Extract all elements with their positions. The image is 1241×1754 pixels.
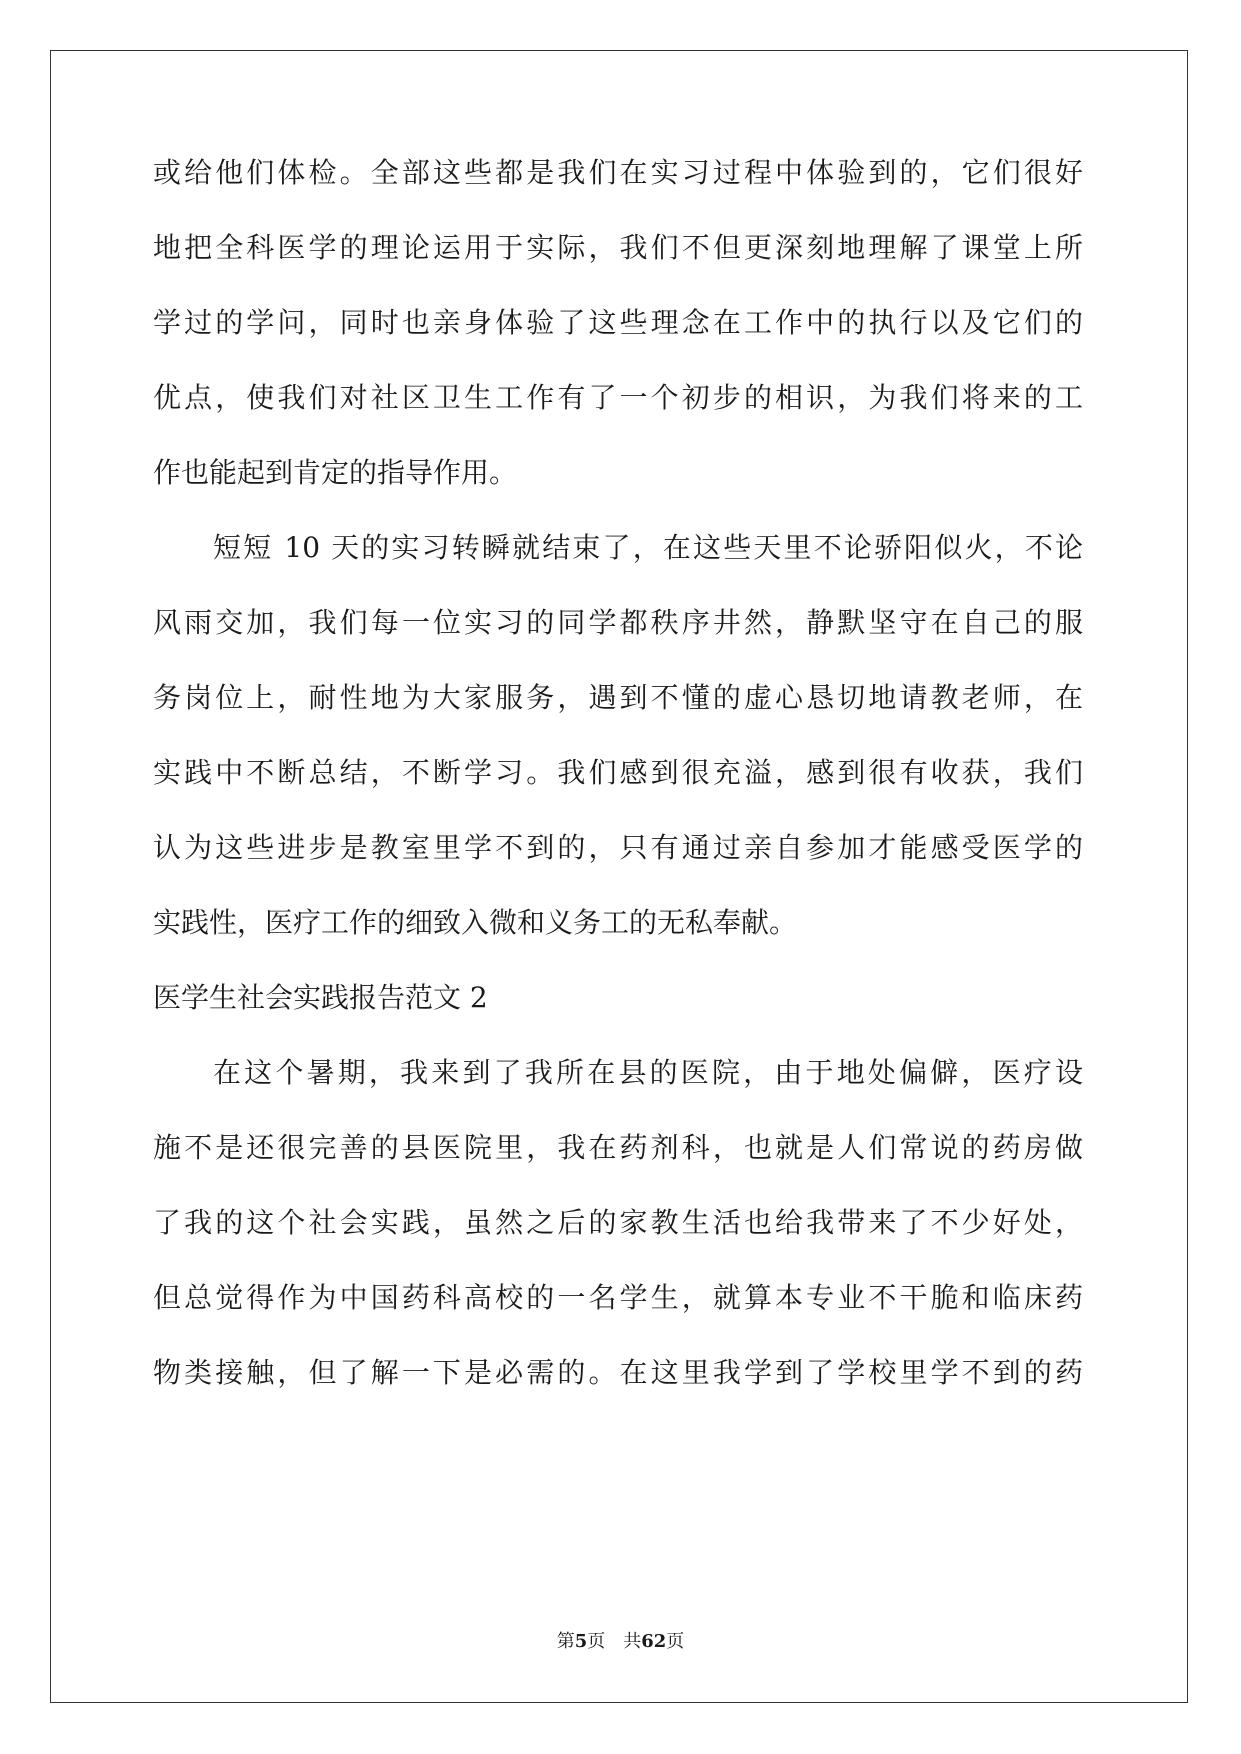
paragraph-line: 短短 10 天的实习转瞬就结束了，在这些天里不论骄阳似火，不论 — [213, 531, 1083, 564]
paragraph-line: 实践中不断总结，不断学习。我们感到很充溢，感到很有收获，我们 — [153, 756, 1083, 789]
paragraph-line: 但总觉得作为中国药科高校的一名学生，就算本专业不干脆和临床药 — [153, 1281, 1083, 1314]
paragraph-line: 或给他们体检。全部这些都是我们在实习过程中体验到的，它们很好 — [153, 156, 1083, 189]
paragraph-line: 了我的这个社会实践，虽然之后的家教生活也给我带来了不少好处， — [153, 1206, 1083, 1239]
paragraph-line: 作也能起到肯定的指导作用。 — [153, 456, 518, 489]
page-number: 5 — [574, 1631, 588, 1652]
paragraph-line: 风雨交加，我们每一位实习的同学都秩序井然，静默坚守在自己的服 — [153, 606, 1083, 639]
paragraph-line: 施不是还很完善的县医院里，我在药剂科，也就是人们常说的药房做 — [153, 1131, 1083, 1164]
paragraph-line: 实践性，医疗工作的细致入微和义务工的无私奉献。 — [153, 906, 798, 939]
total-pages: 62 — [641, 1631, 667, 1652]
paragraph-line: 在这个暑期，我来到了我所在县的医院，由于地处偏僻，医疗设 — [213, 1056, 1083, 1089]
paragraph-line: 物类接触，但了解一下是必需的。在这里我学到了学校里学不到的药 — [153, 1356, 1083, 1389]
page-prefix: 第 — [556, 1631, 575, 1652]
paragraph-line: 地把全科医学的理论运用于实际，我们不但更深刻地理解了课堂上所 — [153, 231, 1083, 264]
total-prefix: 共 — [623, 1631, 642, 1652]
paragraph-line: 优点，使我们对社区卫生工作有了一个初步的相识，为我们将来的工 — [153, 381, 1083, 414]
paragraph-line: 学过的学问，同时也亲身体验了这些理念在工作中的执行以及它们的 — [153, 306, 1083, 339]
page-suffix: 页 — [587, 1631, 606, 1652]
paragraph-line: 务岗位上，耐性地为大家服务，遇到不懂的虚心恳切地请教老师，在 — [153, 681, 1083, 714]
page-footer — [0, 1630, 1241, 1654]
section-heading: 医学生社会实践报告范文 2 — [153, 981, 488, 1014]
page-border — [50, 50, 1188, 1703]
paragraph-line: 认为这些进步是教室里学不到的，只有通过亲自参加才能感受医学的 — [153, 831, 1083, 864]
total-suffix: 页 — [666, 1631, 685, 1652]
